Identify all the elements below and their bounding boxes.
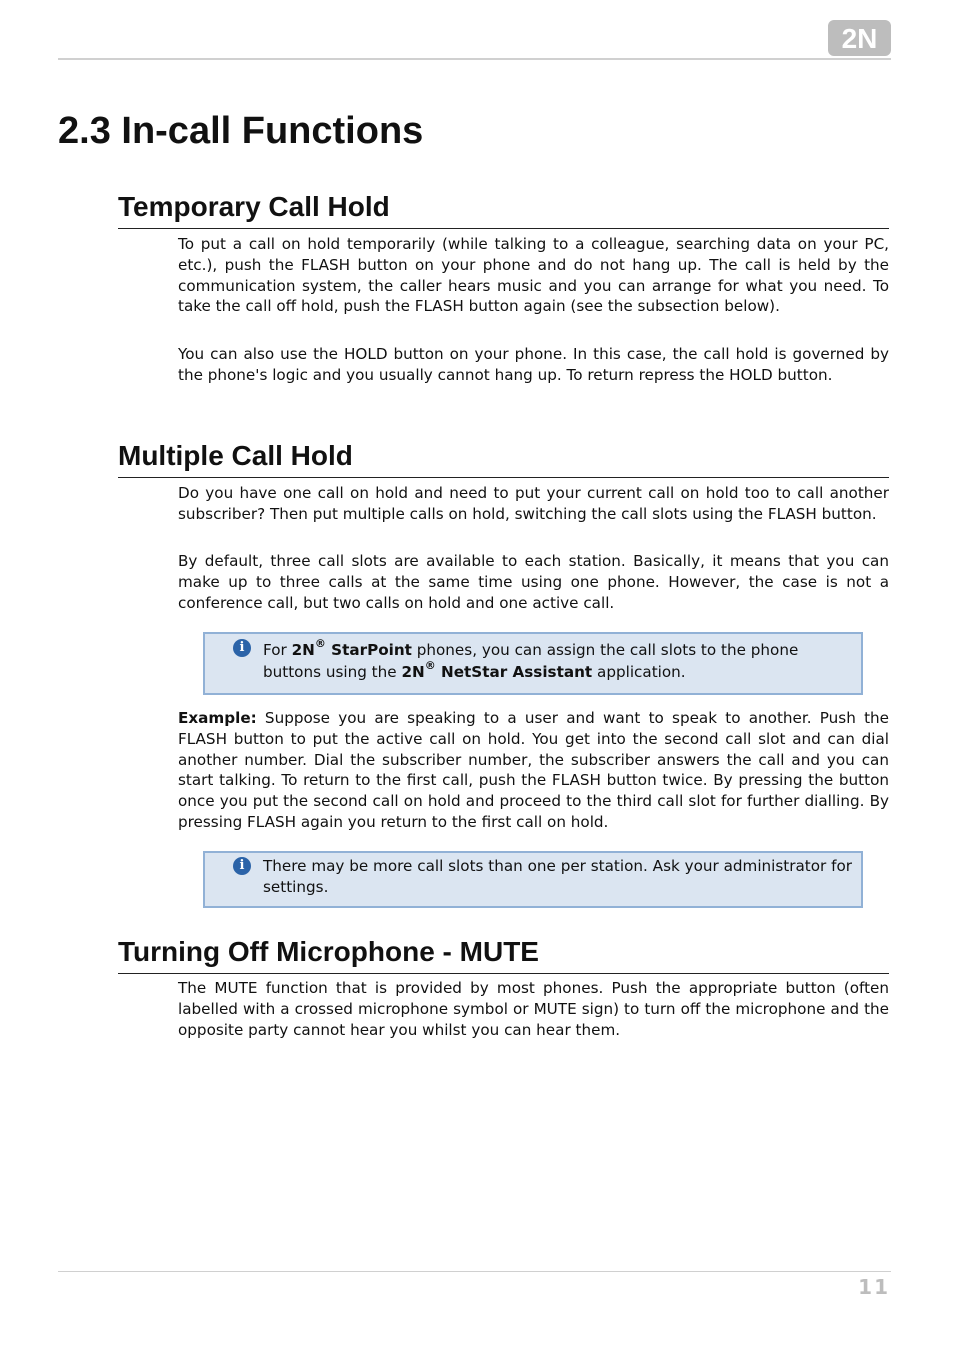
note-text: For 2N® StarPoint phones, you can assign the call slots to the phone buttons using the 2N® NetStar Assistant application. xyxy=(263,636,799,681)
page-title: 2.3 In-call Functions xyxy=(58,110,424,152)
header-divider xyxy=(58,58,891,60)
paragraph: By default, three call slots are available to each station. Basically, it means that you can make up to three calls at the same time using one phone. However, the case is not a conference call, but two calls on hold and one active call. xyxy=(178,552,889,612)
example-paragraph xyxy=(178,708,889,833)
section-heading-multiple-call-hold: Multiple Call Hold xyxy=(118,439,889,478)
2n-logo-icon xyxy=(828,20,891,56)
example-text: Suppose you are speaking to a user and want to speak to another. Push the FLASH button to put the active call on hold. You get into the second call slot and can dial another number. Dial the subscriber number, the subscriber answers the call and you can start talking. To return to the first call, push the FLASH button twice. By pressing the button once you put the second call on hold and proceed to the third call slot for further dialling. By pressing FLASH again you return to the first call on hold. xyxy=(178,709,889,831)
note-text: There may be more call slots than one per station. Ask your administrator for settings. xyxy=(263,857,853,896)
info-icon: i xyxy=(233,639,251,657)
info-icon: i xyxy=(233,857,251,875)
section-heading-mute: Turning Off Microphone - MUTE xyxy=(118,935,889,974)
brand-logo xyxy=(828,20,891,56)
paragraph: To put a call on hold temporarily (while talking to a colleague, searching data on your PC, etc.), push the FLASH button on your phone and do not hang up. The call is held by the communication system, the caller hears music and you can arrange for what you need. To take the call off hold, push the FLASH button again (see the subsection below). xyxy=(178,235,889,316)
paragraph: Do you have one call on hold and need to put your current call on hold too to call another subscriber? Then put multiple calls on hold, switching the call slots using the FLASH button. xyxy=(178,484,889,523)
info-note xyxy=(203,632,863,695)
page-number: 11 xyxy=(858,1275,890,1299)
section-heading-temporary-call-hold: Temporary Call Hold xyxy=(118,190,889,229)
example-label: Example: xyxy=(178,709,257,727)
paragraph: You can also use the HOLD button on your phone. In this case, the call hold is governed by the phone's logic and you usually cannot hang up. To return repress the HOLD button. xyxy=(178,345,889,384)
footer-divider xyxy=(58,1271,891,1272)
paragraph: The MUTE function that is provided by most phones. Push the appropriate button (often labelled with a crossed microphone symbol or MUTE sign) to turn off the microphone and the opposite party cannot hear you whilst you can hear them. xyxy=(178,979,889,1039)
info-note xyxy=(203,851,863,908)
svg-text:2N: 2N xyxy=(841,23,878,54)
